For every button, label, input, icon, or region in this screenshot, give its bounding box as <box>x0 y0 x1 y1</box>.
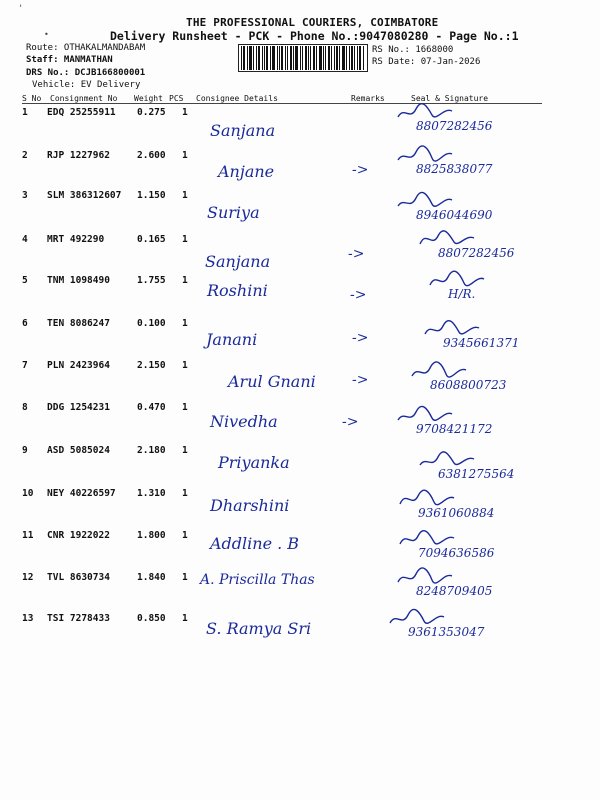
barcode-bar <box>346 46 347 70</box>
consignee-handwritten-name: S. Ramya Sri <box>206 619 312 638</box>
barcode-bar <box>334 46 335 70</box>
barcode-bar <box>287 46 288 70</box>
row-serial-number: 4 <box>22 234 28 245</box>
row-pieces: 1 <box>182 360 188 371</box>
consignee-handwritten-name: Priyanka <box>218 453 290 472</box>
row-weight: 1.800 <box>137 530 166 541</box>
barcode-bar <box>279 46 280 70</box>
header-divider <box>22 103 542 104</box>
drs-number: DRS No.: DCJB166800001 <box>26 68 146 78</box>
consignee-handwritten-name: Addline . B <box>210 534 300 553</box>
rs-number: RS No.: 1668000 <box>372 45 454 55</box>
remark-arrow: -> <box>352 330 369 346</box>
barcode-bar <box>258 46 260 70</box>
row-pieces: 1 <box>182 572 188 583</box>
route-label: Route: OTHAKALMANDABAM <box>26 43 146 53</box>
barcode-bar <box>319 46 322 70</box>
row-pieces: 1 <box>182 318 188 329</box>
barcode-bar <box>349 46 350 70</box>
column-header-pcs: PCS <box>169 94 184 103</box>
row-consignment-number: TEN 8086247 <box>47 318 110 329</box>
row-consignment-number: NEY 40226597 <box>47 488 116 499</box>
signature-phone-number: 8248709405 <box>416 584 493 598</box>
barcode-bar <box>323 46 324 70</box>
barcode-bar <box>310 46 311 70</box>
barcode-bar <box>354 46 355 70</box>
barcode-bar <box>262 46 263 70</box>
barcode-bar <box>253 46 254 70</box>
barcode-bar <box>331 46 332 70</box>
scan-artifact: ' <box>18 4 24 14</box>
consignee-handwritten-name: Sanjana <box>205 252 271 271</box>
signature-phone-number: 9361060884 <box>418 506 495 520</box>
barcode-bar <box>266 46 268 70</box>
barcode-bar <box>264 46 265 70</box>
row-pieces: 1 <box>182 613 188 624</box>
barcode-bar <box>325 46 326 70</box>
barcode-bar <box>339 46 340 70</box>
signature-phone-number: 8807282456 <box>438 246 515 260</box>
barcode-bar <box>256 46 257 70</box>
row-pieces: 1 <box>182 150 188 161</box>
row-consignment-number: TSI 7278433 <box>47 613 110 624</box>
consignee-handwritten-name: Janani <box>206 330 258 349</box>
barcode-bar <box>359 46 361 70</box>
signature-phone-number: 8946044690 <box>416 208 493 222</box>
row-serial-number: 10 <box>22 488 34 499</box>
row-pieces: 1 <box>182 488 188 499</box>
row-pieces: 1 <box>182 445 188 456</box>
column-header-remarks: Remarks <box>351 94 385 103</box>
consignee-handwritten-name: Roshini <box>207 281 268 300</box>
row-serial-number: 13 <box>22 613 34 624</box>
row-weight: 0.470 <box>137 402 166 413</box>
barcode <box>238 44 368 72</box>
consignee-handwritten-name: A. Priscilla Thas <box>200 572 315 588</box>
row-consignment-number: RJP 1227962 <box>47 150 110 161</box>
row-weight: 2.600 <box>137 150 166 161</box>
barcode-bar <box>357 46 358 70</box>
row-serial-number: 3 <box>22 190 28 201</box>
barcode-bar <box>351 46 353 70</box>
column-header-seal: Seal & Signature <box>411 94 489 103</box>
remark-arrow: -> <box>352 162 369 178</box>
barcode-bar <box>313 46 315 70</box>
row-weight: 1.150 <box>137 190 166 201</box>
row-serial-number: 2 <box>22 150 28 161</box>
barcode-bar <box>272 46 275 70</box>
scan-artifact: • <box>44 30 49 39</box>
row-pieces: 1 <box>182 530 188 541</box>
row-weight: 0.850 <box>137 613 166 624</box>
row-consignment-number: EDQ 25255911 <box>47 107 116 118</box>
row-serial-number: 12 <box>22 572 34 583</box>
row-serial-number: 7 <box>22 360 28 371</box>
remark-arrow: -> <box>350 287 367 303</box>
row-pieces: 1 <box>182 190 188 201</box>
row-serial-number: 9 <box>22 445 28 456</box>
barcode-bar <box>342 46 345 70</box>
barcode-bar <box>290 46 292 70</box>
barcode-bar <box>243 46 245 70</box>
barcode-bar <box>316 46 317 70</box>
row-consignment-number: DDG 1254231 <box>47 402 110 413</box>
row-weight: 0.165 <box>137 234 166 245</box>
barcode-bar <box>241 46 242 70</box>
barcode-bar <box>302 46 303 70</box>
barcode-bar <box>295 46 298 70</box>
column-header-weight: Weight <box>134 94 163 103</box>
row-serial-number: 5 <box>22 275 28 286</box>
signature-phone-number: H/R. <box>448 287 476 301</box>
signature-phone-number: 7094636586 <box>418 546 495 560</box>
row-consignment-number: TVL 8630734 <box>47 572 110 583</box>
barcode-bar <box>277 46 278 70</box>
barcode-bar <box>285 46 286 70</box>
barcode-bar <box>336 46 338 70</box>
barcode-bar <box>281 46 283 70</box>
row-pieces: 1 <box>182 234 188 245</box>
row-serial-number: 1 <box>22 107 28 118</box>
row-consignment-number: MRT 492290 <box>47 234 105 245</box>
row-consignment-number: SLM 386312607 <box>47 190 122 201</box>
consignee-handwritten-name: Sanjana <box>210 121 276 140</box>
signature-phone-number: 9361353047 <box>408 625 485 639</box>
signature-phone-number: 8807282456 <box>416 119 493 133</box>
row-consignment-number: ASD 5085024 <box>47 445 110 456</box>
row-serial-number: 11 <box>22 530 34 541</box>
runsheet-subtitle: Delivery Runsheet - PCK - Phone No.:9047080280 - Page No.:1 <box>110 29 519 43</box>
row-weight: 1.310 <box>137 488 166 499</box>
row-weight: 0.100 <box>137 318 166 329</box>
staff-label: Staff: MANMATHAN <box>26 55 113 65</box>
row-pieces: 1 <box>182 107 188 118</box>
barcode-bar <box>293 46 294 70</box>
barcode-bar <box>270 46 271 70</box>
row-serial-number: 6 <box>22 318 28 329</box>
rs-date: RS Date: 07-Jan-2026 <box>372 57 481 67</box>
signature-phone-number: 9708421172 <box>416 422 493 436</box>
row-pieces: 1 <box>182 402 188 413</box>
barcode-bar <box>308 46 309 70</box>
row-weight: 1.840 <box>137 572 166 583</box>
remark-arrow: -> <box>342 414 359 430</box>
consignee-handwritten-name: Nivedha <box>210 412 278 431</box>
column-header-sno: S No <box>22 94 42 103</box>
barcode-bar <box>300 46 301 70</box>
vehicle-label: Vehicle: EV Delivery <box>32 80 141 90</box>
company-title: THE PROFESSIONAL COURIERS, COIMBATORE <box>186 16 439 29</box>
barcode-bar <box>249 46 252 70</box>
signature-phone-number: 6381275564 <box>438 467 515 481</box>
row-weight: 2.150 <box>137 360 166 371</box>
barcode-bar <box>328 46 330 70</box>
consignee-handwritten-name: Anjane <box>218 162 275 181</box>
row-serial-number: 8 <box>22 402 28 413</box>
signature-phone-number: 8825838077 <box>416 162 493 176</box>
signature-phone-number: 8608800723 <box>430 378 507 392</box>
column-header-consignee: Consignee Details <box>196 94 278 103</box>
row-pieces: 1 <box>182 275 188 286</box>
column-header-consignment: Consignment No <box>50 94 118 103</box>
remark-arrow: -> <box>348 246 365 262</box>
row-weight: 2.180 <box>137 445 166 456</box>
row-consignment-number: TNM 1098490 <box>47 275 110 286</box>
row-weight: 0.275 <box>137 107 166 118</box>
consignee-handwritten-name: Arul Gnani <box>228 372 316 391</box>
signature-phone-number: 9345661371 <box>443 336 520 350</box>
row-weight: 1.755 <box>137 275 166 286</box>
remark-arrow: -> <box>352 372 369 388</box>
consignee-handwritten-name: Suriya <box>207 203 260 222</box>
row-consignment-number: PLN 2423964 <box>47 360 110 371</box>
barcode-bar <box>363 46 364 70</box>
barcode-bar <box>247 46 248 70</box>
consignee-handwritten-name: Dharshini <box>210 496 290 515</box>
row-consignment-number: CNR 1922022 <box>47 530 110 541</box>
barcode-bar <box>305 46 307 70</box>
